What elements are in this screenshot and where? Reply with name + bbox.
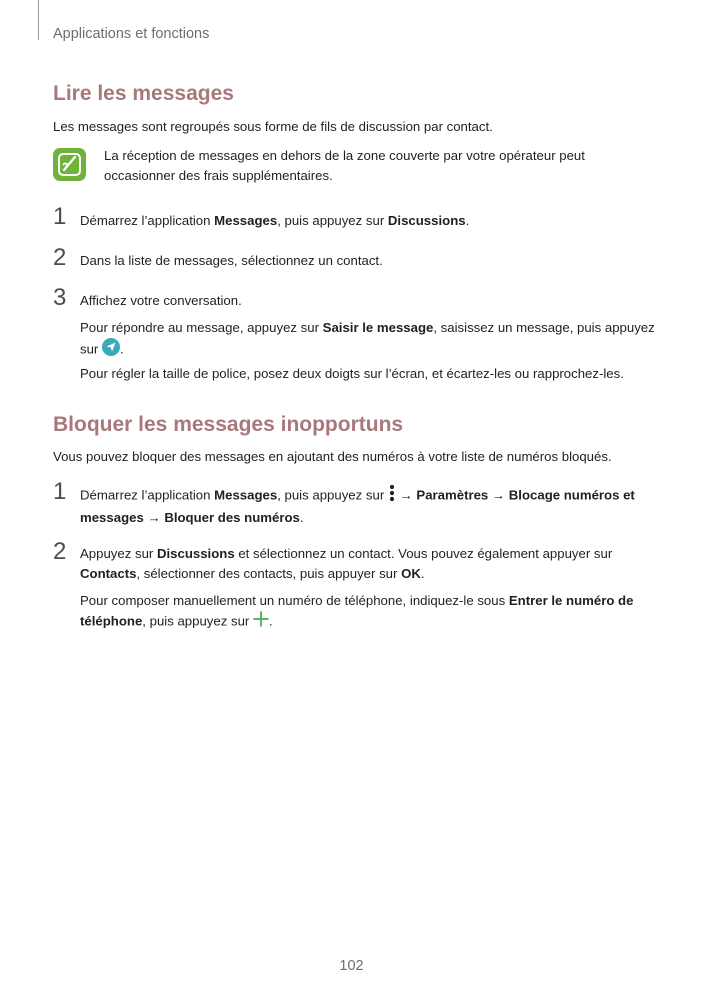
section-title-block: Bloquer les messages inopportuns [53,413,404,436]
step-text: Dans la liste de messages, sélectionnez un contact. [80,253,383,268]
step-number: 1 [53,478,67,505]
step-number: 3 [53,284,67,311]
step-number: 1 [53,203,67,230]
send-icon [102,338,120,362]
page-number: 102 [339,958,364,974]
note-icon [53,148,86,181]
section-title-read: Lire les messages [53,82,234,105]
read-intro: Les messages sont regroupés sous forme de fils de discussion par contact. [53,119,493,134]
step-text: Appuyez sur Discussions et sélectionnez un contact. Vous pouvez également appuyer sur Contacts, sélectionner des contacts, puis appuyer sur OK. [80,546,613,581]
plus-icon [253,611,269,633]
step-detail: Pour régler la taille de police, posez deux doigts sur l’écran, et écartez-les ou rapprochez-les. [80,366,624,381]
note-text: La réception de messages en dehors de la zone couverte par votre opérateur peut occasionner des frais supplémentaires. [104,148,585,183]
running-header: Applications et fonctions [53,26,210,42]
step-number: 2 [53,538,67,565]
more-options-icon [388,484,396,508]
step-detail: Pour répondre au message, appuyez sur Saisir le message, saisissez un message, puis appuyez sur . [80,318,655,362]
step-text: Affichez votre conversation. [80,293,242,308]
step-text: Démarrez l’application Messages, puis appuyez sur Discussions. [80,213,470,228]
header-rule [38,0,39,40]
step-text: Démarrez l’application Messages, puis appuyez sur → Paramètres → Blocage numéros et messages → Bloquer des numéros. [80,484,655,528]
block-intro: Vous pouvez bloquer des messages en ajoutant des numéros à votre liste de numéros bloqués. [53,449,612,464]
step-detail: Pour composer manuellement un numéro de téléphone, indiquez-le sous Entrer le numéro de téléphone, puis appuyez sur . [80,591,655,633]
step-number: 2 [53,244,67,271]
